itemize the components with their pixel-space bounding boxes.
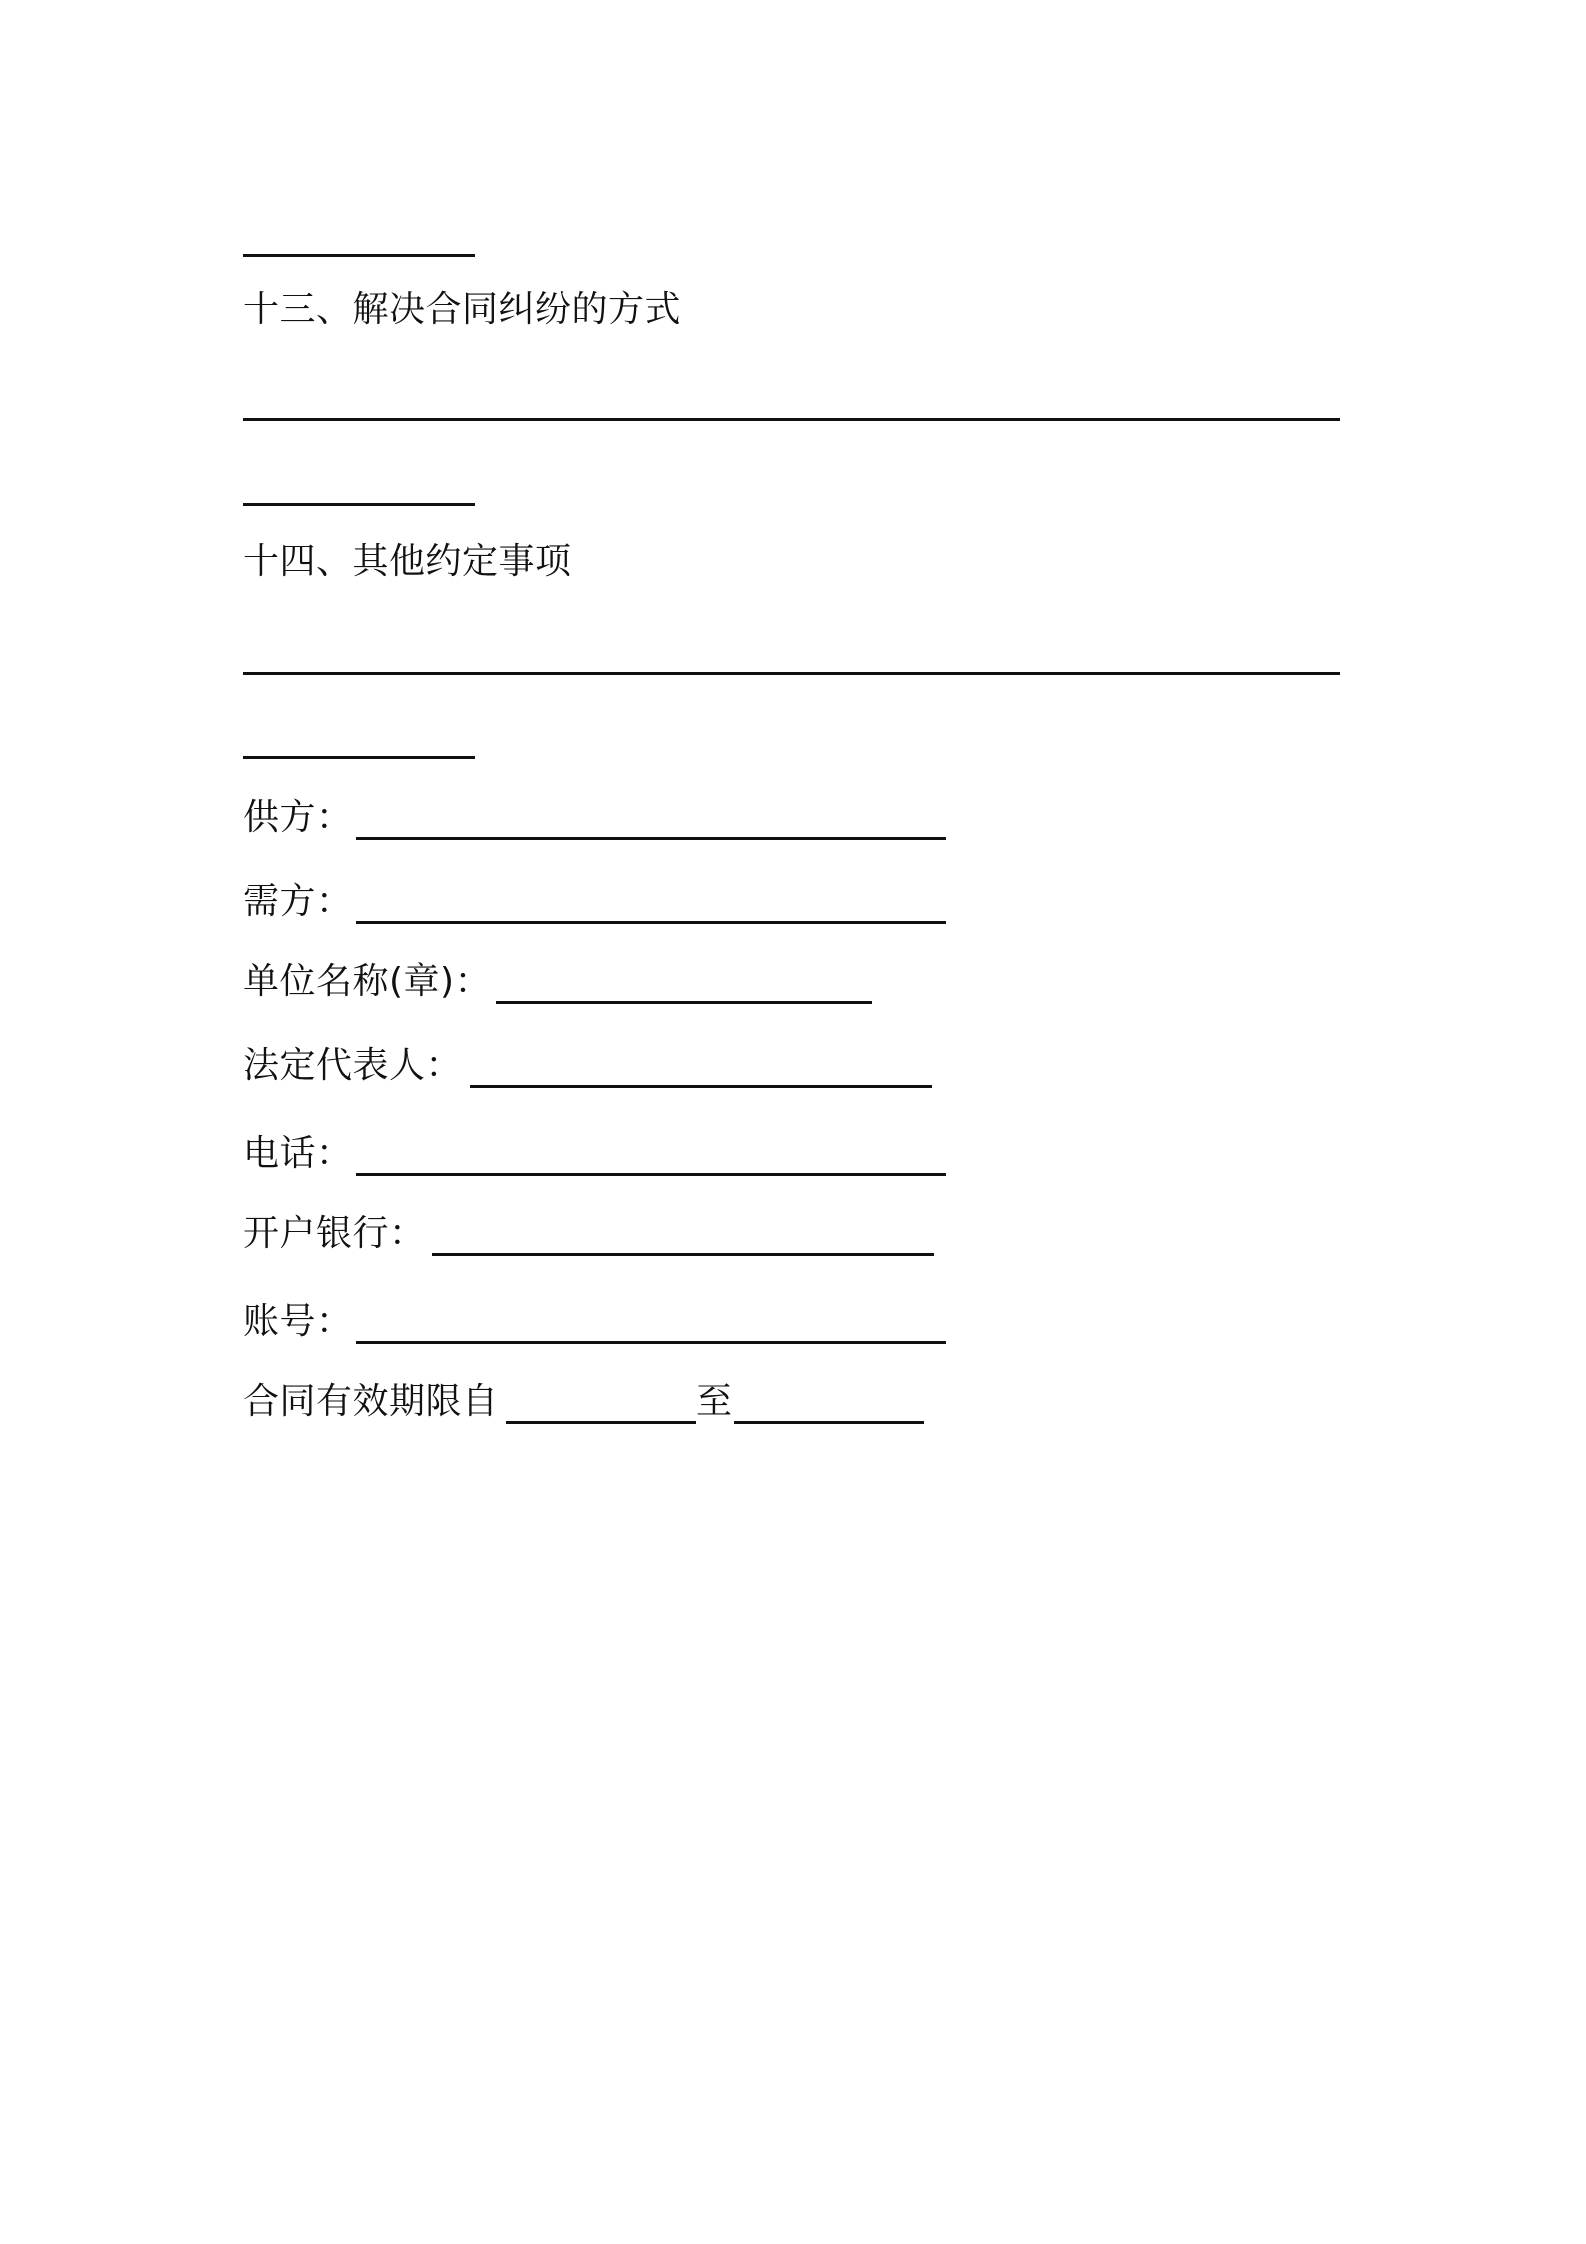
account-label: 账号： [243, 1301, 353, 1342]
fill-in-line [243, 672, 1340, 675]
account-blank [356, 1341, 946, 1344]
validity-period-label: 合同有效期限自 [243, 1381, 499, 1422]
supplier-blank [356, 837, 946, 840]
bank-blank [432, 1253, 934, 1256]
bank-label: 开户银行： [243, 1213, 426, 1254]
section-14-heading: 十四、其他约定事项 [243, 541, 572, 582]
validity-end-blank [734, 1421, 924, 1424]
unit-name-blank [496, 1001, 872, 1004]
supplier-label: 供方： [243, 797, 353, 838]
buyer-label: 需方： [243, 881, 353, 922]
section-13-heading: 十三、解决合同纠纷的方式 [243, 289, 682, 330]
unit-name-label: 单位名称(章)： [243, 961, 492, 1002]
legal-representative-blank [470, 1085, 932, 1088]
buyer-blank [356, 921, 946, 924]
telephone-blank [356, 1173, 946, 1176]
fill-in-line [243, 418, 1340, 421]
validity-to-label: 至 [696, 1381, 733, 1422]
fill-in-line [243, 254, 475, 257]
fill-in-line [243, 756, 475, 759]
legal-representative-label: 法定代表人： [243, 1045, 463, 1086]
telephone-label: 电话： [243, 1133, 353, 1174]
fill-in-line [243, 503, 475, 506]
validity-start-blank [506, 1421, 696, 1424]
